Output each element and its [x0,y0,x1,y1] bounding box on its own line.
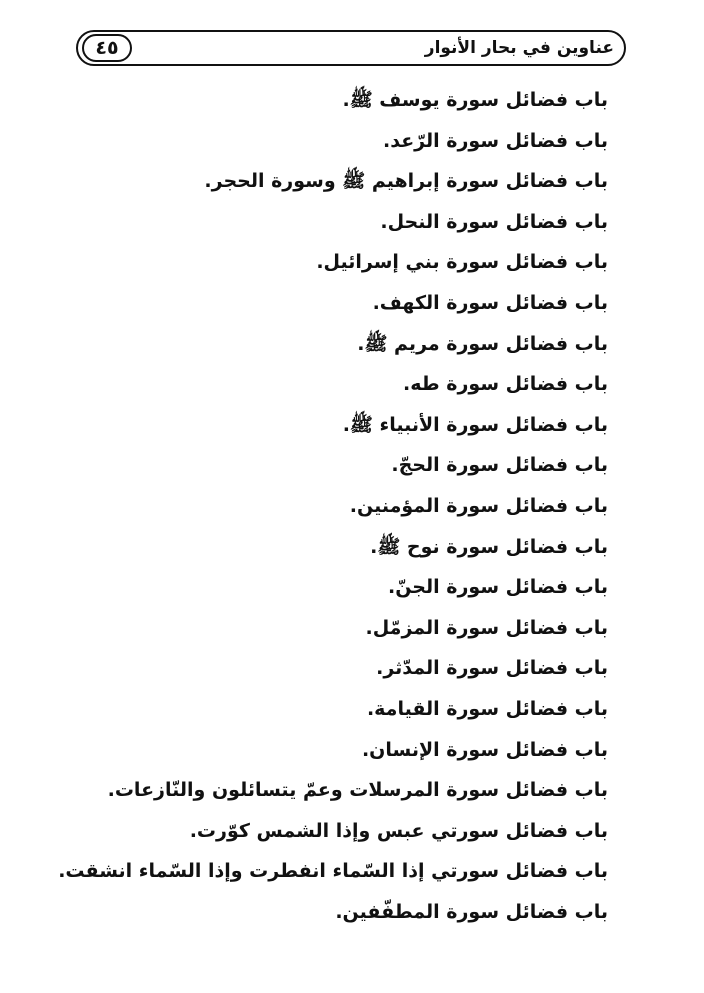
list-item: باب فضائل سورة الحجّ. [391,454,608,477]
list-item: باب فضائل سورة الإنسان. [361,738,608,761]
chapter-list [58,80,608,932]
list-item: باب فضائل سورة نوح ﷺ. [370,535,608,558]
list-item: باب فضائل سورة القيامة. [366,697,608,720]
list-item: باب فضائل سورة المرسلات وعمّ يتسائلون والنّازعات. [107,779,608,802]
list-item: باب فضائل سورة المدّثر. [376,657,608,680]
list-item: باب فضائل سورة مريم ﷺ. [357,332,608,355]
list-item: باب فضائل سورة إبراهيم ﷺ وسورة الحجر. [204,170,608,193]
list-item: باب فضائل سورة الكهف. [372,291,608,314]
running-title: عناوين في بحار الأنوار [424,38,614,58]
running-header [76,30,626,66]
list-item: باب فضائل سورة الجنّ. [387,576,608,599]
page-number: ٤٥ [82,34,132,62]
list-item: باب فضائل سورة المطفّفين. [335,900,608,923]
list-item: باب فضائل سورتي إذا السّماء انفطرت وإذا السّماء انشقت. [58,860,608,883]
list-item: باب فضائل سورتي عبس وإذا الشمس كوّرت. [189,819,608,842]
list-item: باب فضائل سورة الرّعد. [383,129,608,152]
list-item: باب فضائل سورة يوسف ﷺ. [342,89,608,111]
list-item: باب فضائل سورة النحل. [380,210,608,233]
list-item: باب فضائل سورة بني إسرائيل. [316,251,608,274]
list-item: باب فضائل سورة المؤمنين. [349,494,608,517]
list-item: باب فضائل سورة المزمّل. [365,616,608,639]
list-item: باب فضائل سورة طه. [403,373,608,396]
list-item: باب فضائل سورة الأنبياء ﷺ. [342,413,608,436]
